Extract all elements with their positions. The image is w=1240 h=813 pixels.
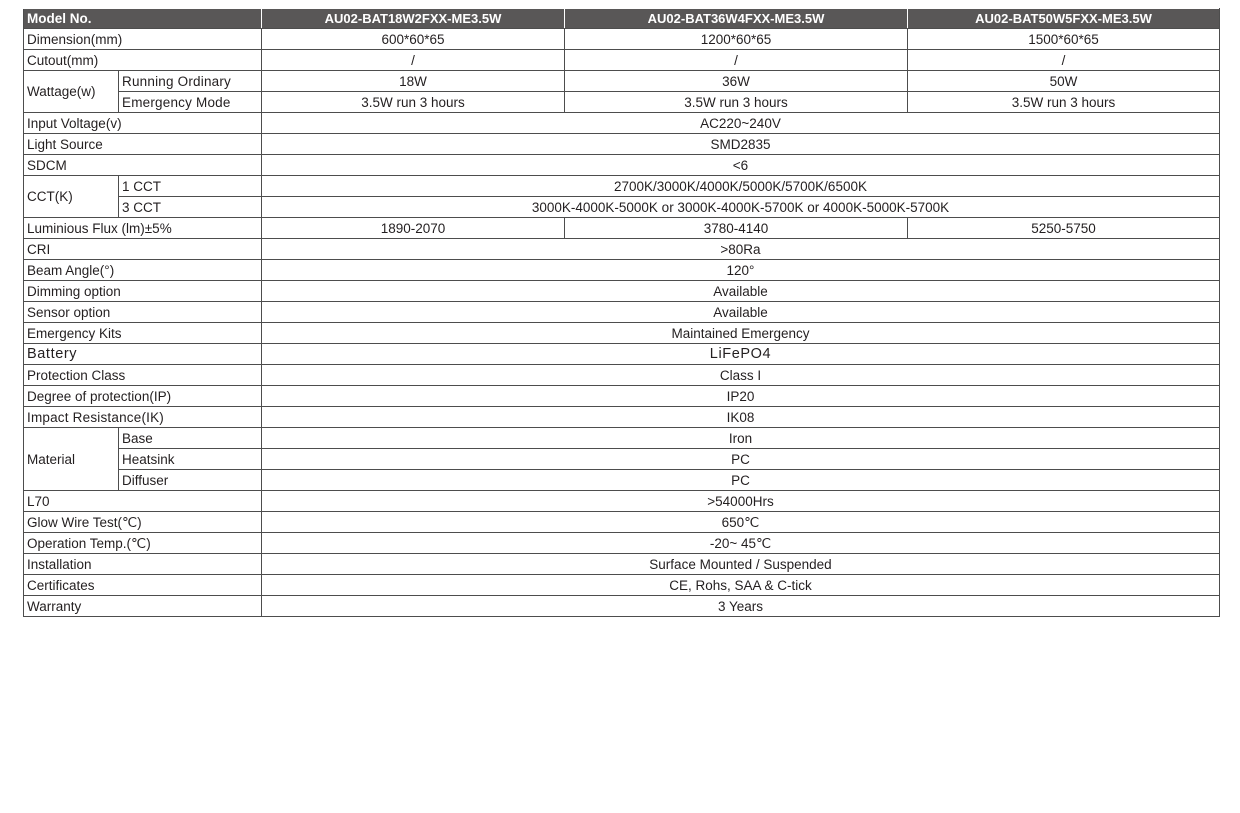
warranty-value: 3 Years <box>262 596 1220 617</box>
table-row <box>24 71 1220 92</box>
table-row <box>24 218 1220 239</box>
diffuser-value: PC <box>262 470 1220 491</box>
table-body <box>24 29 1220 617</box>
table-row <box>24 260 1220 281</box>
table-row <box>24 554 1220 575</box>
certificates-value: CE, Rohs, SAA & C-tick <box>262 575 1220 596</box>
ik-label: Impact Resistance(IK) <box>24 407 262 428</box>
beam-angle-value: 120° <box>262 260 1220 281</box>
table-row <box>24 50 1220 71</box>
flux-value-1: 1890-2070 <box>262 218 565 239</box>
certificates-label: Certificates <box>24 575 262 596</box>
table-row <box>24 365 1220 386</box>
table-row <box>24 239 1220 260</box>
ip-value: IP20 <box>262 386 1220 407</box>
emergency-value-2: 3.5W run 3 hours <box>565 92 908 113</box>
model-header-2: AU02-BAT36W4FXX-ME3.5W <box>565 9 908 29</box>
header-row <box>24 9 1220 29</box>
model-header-1: AU02-BAT18W2FXX-ME3.5W <box>262 9 565 29</box>
table-row <box>24 134 1220 155</box>
battery-value: LiFePO4 <box>262 344 1220 365</box>
cri-label: CRI <box>24 239 262 260</box>
table-row <box>24 344 1220 365</box>
table-row <box>24 470 1220 491</box>
base-value: Iron <box>262 428 1220 449</box>
flux-value-3: 5250-5750 <box>908 218 1220 239</box>
l70-value: >54000Hrs <box>262 491 1220 512</box>
table-row <box>24 323 1220 344</box>
cri-value: >80Ra <box>262 239 1220 260</box>
dimension-label: Dimension(mm) <box>24 29 262 50</box>
flux-label: Luminious Flux (lm)±5% <box>24 218 262 239</box>
base-label: Base <box>119 428 262 449</box>
l70-label: L70 <box>24 491 262 512</box>
ik-value: IK08 <box>262 407 1220 428</box>
running-value-1: 18W <box>262 71 565 92</box>
glow-wire-value: 650℃ <box>262 512 1220 533</box>
running-value-3: 50W <box>908 71 1220 92</box>
cct-label: CCT(K) <box>24 176 119 218</box>
glow-wire-label: Glow Wire Test(℃) <box>24 512 262 533</box>
warranty-label: Warranty <box>24 596 262 617</box>
installation-label: Installation <box>24 554 262 575</box>
table-row <box>24 512 1220 533</box>
model-header-3: AU02-BAT50W5FXX-ME3.5W <box>908 9 1220 29</box>
cct-1-label: 1 CCT <box>119 176 262 197</box>
sdcm-value: <6 <box>262 155 1220 176</box>
cutout-value-3: / <box>908 50 1220 71</box>
running-value-2: 36W <box>565 71 908 92</box>
flux-value-2: 3780-4140 <box>565 218 908 239</box>
input-voltage-label: Input Voltage(v) <box>24 113 262 134</box>
model-no-header: Model No. <box>24 9 262 29</box>
input-voltage-value: AC220~240V <box>262 113 1220 134</box>
dimming-label: Dimming option <box>24 281 262 302</box>
dimming-value: Available <box>262 281 1220 302</box>
table-row <box>24 407 1220 428</box>
table-row <box>24 575 1220 596</box>
table-row <box>24 428 1220 449</box>
light-source-value: SMD2835 <box>262 134 1220 155</box>
table-row <box>24 29 1220 50</box>
cct-1-value: 2700K/3000K/4000K/5000K/5700K/6500K <box>262 176 1220 197</box>
emergency-value-1: 3.5W run 3 hours <box>262 92 565 113</box>
running-ordinary-label: Running Ordinary <box>119 71 262 92</box>
cct-3-label: 3 CCT <box>119 197 262 218</box>
light-source-label: Light Source <box>24 134 262 155</box>
protection-class-value: Class I <box>262 365 1220 386</box>
table-header <box>24 9 1220 29</box>
cutout-value-2: / <box>565 50 908 71</box>
sdcm-label: SDCM <box>24 155 262 176</box>
sensor-label: Sensor option <box>24 302 262 323</box>
operation-temp-value: -20~ 45℃ <box>262 533 1220 554</box>
table-row <box>24 176 1220 197</box>
operation-temp-label: Operation Temp.(℃) <box>24 533 262 554</box>
emergency-kits-label: Emergency Kits <box>24 323 262 344</box>
table-row <box>24 197 1220 218</box>
emergency-kits-value: Maintained Emergency <box>262 323 1220 344</box>
installation-value: Surface Mounted / Suspended <box>262 554 1220 575</box>
table-row <box>24 386 1220 407</box>
table-row <box>24 596 1220 617</box>
dimension-value-3: 1500*60*65 <box>908 29 1220 50</box>
cutout-label: Cutout(mm) <box>24 50 262 71</box>
emergency-mode-label: Emergency Mode <box>119 92 262 113</box>
table-row <box>24 302 1220 323</box>
spec-table <box>23 8 1220 617</box>
table-row <box>24 491 1220 512</box>
sensor-value: Available <box>262 302 1220 323</box>
cct-3-value: 3000K-4000K-5000K or 3000K-4000K-5700K or 4000K-5000K-5700K <box>262 197 1220 218</box>
dimension-value-1: 600*60*65 <box>262 29 565 50</box>
table-row <box>24 449 1220 470</box>
protection-class-label: Protection Class <box>24 365 262 386</box>
dimension-value-2: 1200*60*65 <box>565 29 908 50</box>
cutout-value-1: / <box>262 50 565 71</box>
heatsink-label: Heatsink <box>119 449 262 470</box>
table-row <box>24 281 1220 302</box>
diffuser-label: Diffuser <box>119 470 262 491</box>
emergency-value-3: 3.5W run 3 hours <box>908 92 1220 113</box>
ip-label: Degree of protection(IP) <box>24 386 262 407</box>
table-row <box>24 155 1220 176</box>
table-row <box>24 113 1220 134</box>
beam-angle-label: Beam Angle(°) <box>24 260 262 281</box>
heatsink-value: PC <box>262 449 1220 470</box>
table-row <box>24 92 1220 113</box>
wattage-label: Wattage(w) <box>24 71 119 113</box>
material-label: Material <box>24 428 119 491</box>
table-row <box>24 533 1220 554</box>
battery-label: Battery <box>24 344 262 365</box>
